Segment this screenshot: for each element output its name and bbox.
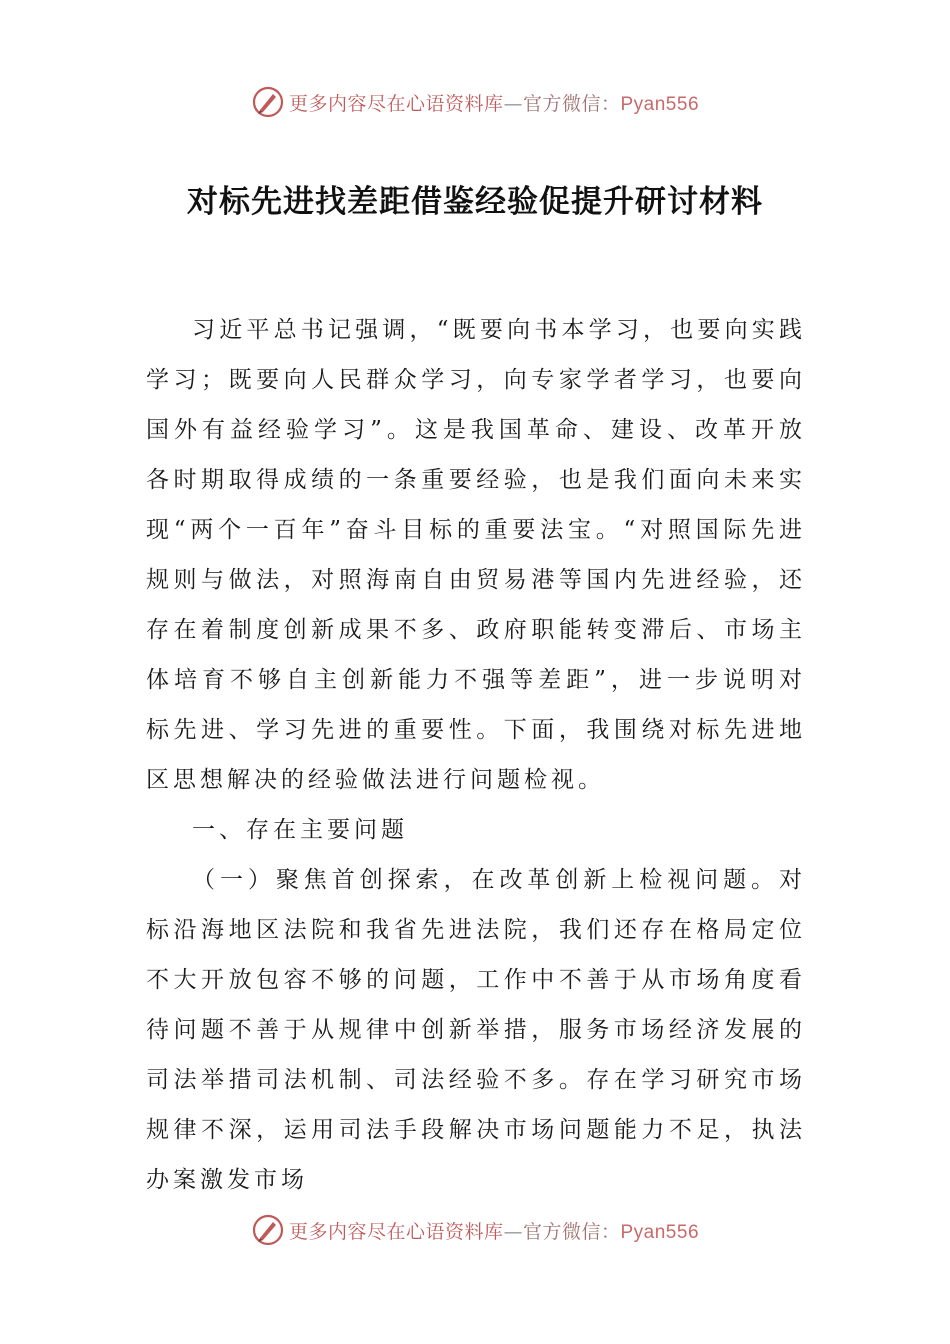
intro-paragraph: 习近平总书记强调，“既要向书本学习，也要向实践学习；既要向人民群众学习，向专家学者学习，也要向国外有益经验学习”。这是我国革命、建设、改革开放各时期取得成绩的一条重要经验，也是我们面向未来实现“两个一百年”奋斗目标的重要法宝。“对照国际先进规则与做法，对照海南自由贸易港等国内先进经验，还存在着制度创新成果不多、政府职能转变滞后、市场主体培育不够自主创新能力不强等差距”，进一步说明对标先进、学习先进的重要性。下面，我围绕对标先进地区思想解决的经验做法进行问题检视。: [146, 317, 806, 793]
document-body: [146, 305, 806, 1205]
watermark-main-text: 更多内容尽在心语资料库: [288, 1220, 504, 1243]
watermark-dash: —: [503, 1220, 523, 1243]
watermark-wechat-id: Pyan556: [620, 93, 700, 115]
watermark-official-label: 官方微信：: [522, 92, 621, 115]
watermark-dash: —: [503, 92, 523, 115]
watermark-official-label: 官方微信：: [522, 1220, 621, 1243]
subsection-paragraph: （一）聚焦首创探索，在改革创新上检视问题。对标沿海地区法院和我省先进法院，我们还存在格局定位不大开放包容不够的问题，工作中不善于从市场角度看待问题不善于从规律中创新举措，服务市场经济发展的司法举措司法机制、司法经验不多。存在学习研究市场规律不深，运用司法手段解决市场问题能力不足，执法办案激发市场: [146, 867, 806, 1193]
section-heading: 一、存在主要问题: [192, 817, 408, 843]
pen-logo-icon: [251, 1213, 285, 1247]
watermark-header: [0, 82, 950, 122]
watermark-wechat-id: Pyan556: [620, 1221, 700, 1243]
document-title: 对标先进找差距借鉴经验促提升研讨材料: [187, 184, 763, 220]
watermark-footer: [0, 1210, 950, 1250]
watermark-main-text: 更多内容尽在心语资料库: [288, 92, 504, 115]
pen-logo-icon: [251, 85, 285, 119]
